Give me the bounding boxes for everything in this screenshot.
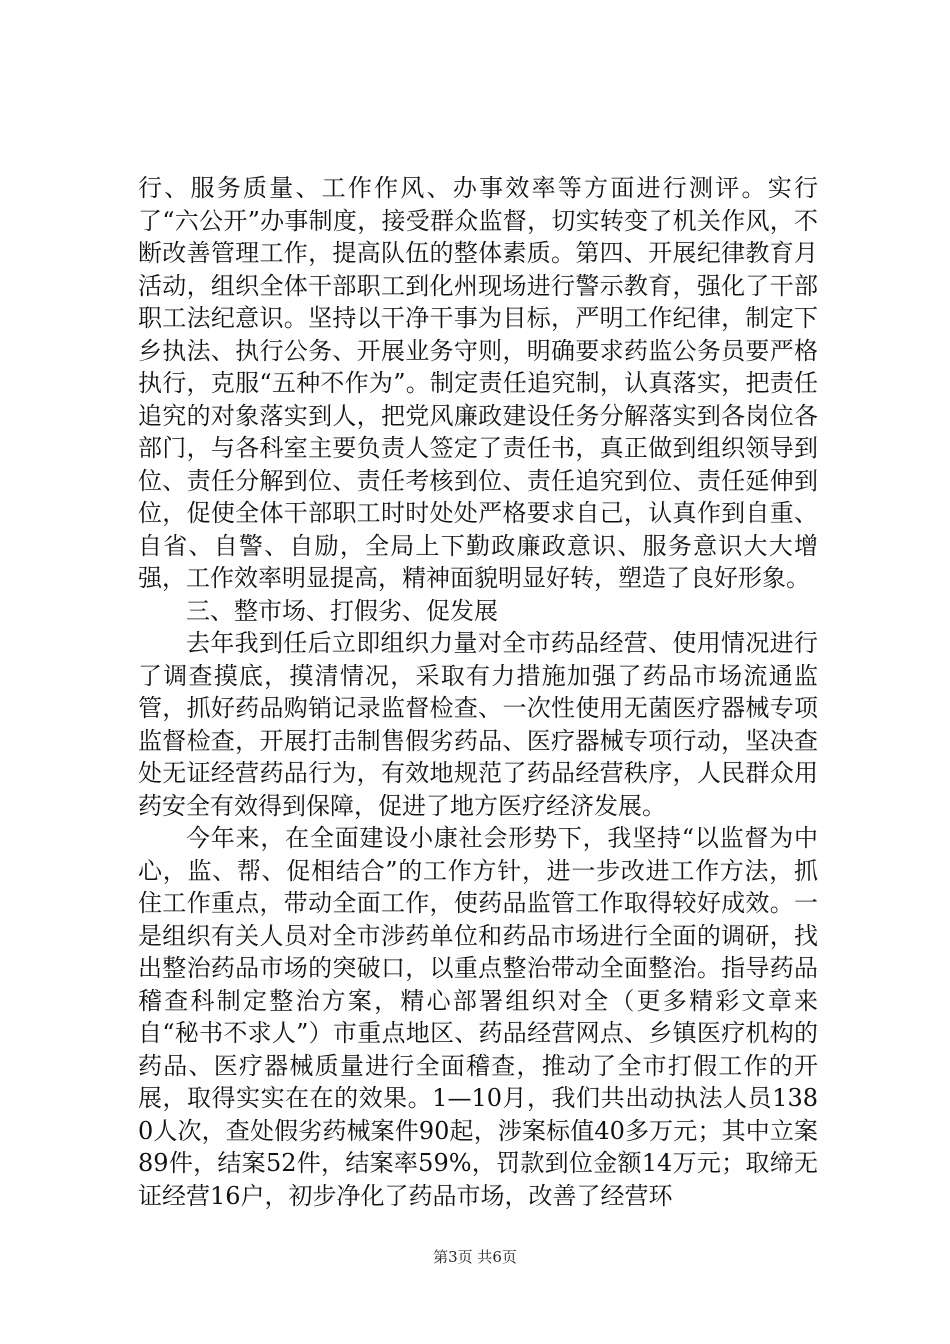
page-number-footer: 第3页 共6页 — [433, 1248, 517, 1266]
paragraph: 今年来，在全面建设小康社会形势下，我坚持“以监督为中心，监、帮、促相结合”的工作方针，进一步改进工作方法，抓住工作重点，带动全面工作，使药品监管工作取得较好成效。一是组织有关人员对全市涉药单位和药品市场进行全面的调研，找出整治药品市场的突破口，以重点整治带动全面整治。指导药品稽查科制定整治方案，精心部署组织对全（更多精彩文章来自“秘书不求人”）市重点地区、药品经营网点、乡镇医疗机构的药品、医疗器械质量进行全面稽查，推动了全市打假工作的开展，取得实实在在的效果。1—10月，我们共出动执法人员1380人次，查处假劣药械案件90起，涉案标值40多万元；其中立案89件，结案52件，结案率59%，罚款到位金额14万元；取缔无证经营16户，初步净化了药品市场，改善了经营环 — [138, 824, 818, 1210]
section-heading: 三、整市场、打假劣、促发展 — [186, 596, 498, 625]
paragraph-continuation: 行、服务质量、工作作风、办事效率等方面进行测评。实行了“六公开”办事制度，接受群众监督，切实转变了机关作风，不断改善管理工作，提高队伍的整体素质。第四、开展纪律教育月活动，组织全体干部职工到化州现场进行警示教育，强化了干部职工法纪意识。坚持以干净干事为目标，严明工作纪律，制定下乡执法、执行公务、开展业务守则，明确要求药监公务员要严格执行，克服“五种不作为”。制定责任追究制，认真落实，把责任追究的对象落实到人，把党风廉政建设任务分解落实到各岗位各部门，与各科室主要负责人签定了责任书，真正做到组织领导到位、责任分解到位、责任考核到位、责任追究到位、责任延伸到位，促使全体干部职工时时处处严格要求自己，认真作到自重、自省、自警、自励，全局上下勤政廉政意识、服务意识大大增强，工作效率明显提高，精神面貌明显好转，塑造了良好形象。 — [138, 174, 818, 592]
paragraph: 去年我到任后立即组织力量对全市药品经营、使用情况进行了调查摸底，摸清情况，采取有力措施加强了药品市场流通监管，抓好药品购销记录监督检查、一次性使用无菌医疗器械专项监督检查，开展打击制售假劣药品、医疗器械专项行动，坚决查处无证经营药品行为，有效地规范了药品经营秩序，人民群众用药安全有效得到保障，促进了地方医疗经济发展。 — [138, 629, 818, 820]
document-body — [138, 172, 818, 1212]
